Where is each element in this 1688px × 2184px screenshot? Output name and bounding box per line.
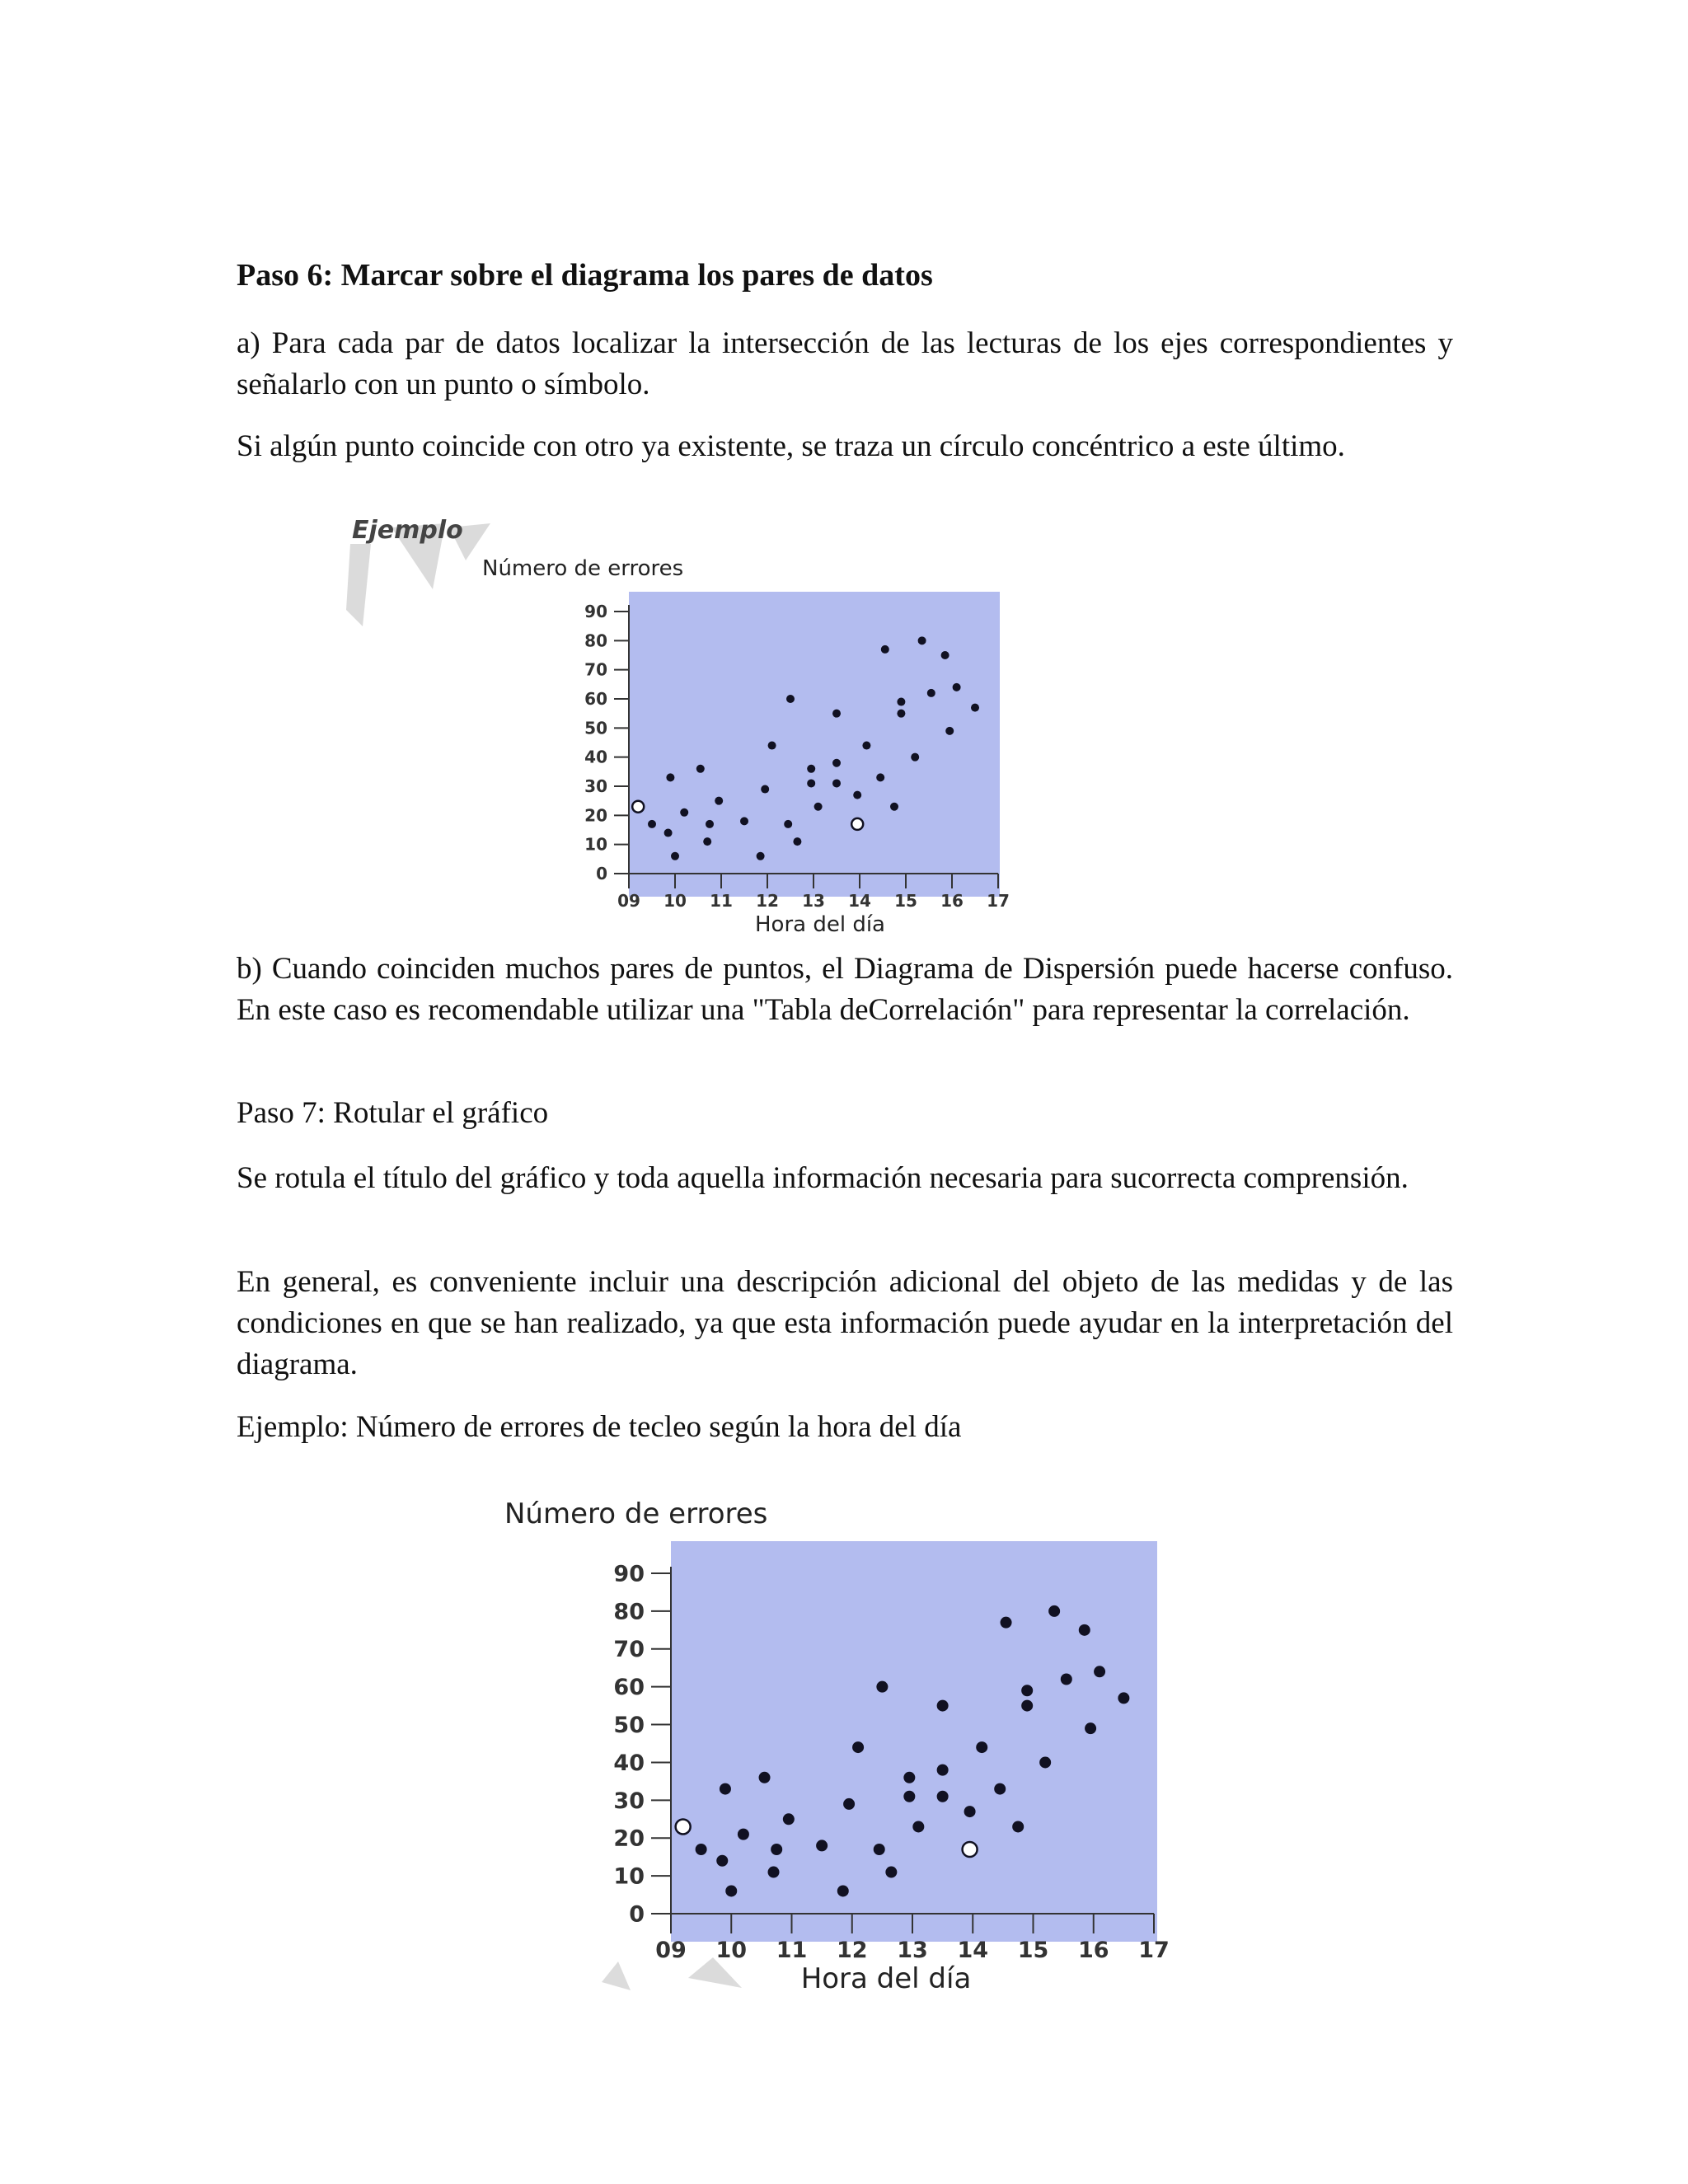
data-point <box>716 1855 728 1867</box>
x-tick-label: 15 <box>1017 1938 1049 1963</box>
data-point <box>941 651 950 659</box>
data-point <box>1048 1605 1060 1617</box>
data-point <box>816 1840 828 1851</box>
figure-tag: Ejemplo <box>352 516 463 545</box>
step7-heading: Paso 7: Rotular el gráfico <box>237 1096 549 1130</box>
data-point <box>885 1867 897 1878</box>
data-point <box>976 1741 987 1753</box>
data-point <box>927 689 935 697</box>
data-point <box>740 817 748 825</box>
y-tick-label: 90 <box>584 602 607 621</box>
y-tick-label: 0 <box>596 864 607 883</box>
data-point <box>1001 1617 1012 1629</box>
data-point <box>964 1806 976 1817</box>
data-point <box>945 727 954 735</box>
data-point <box>761 785 769 794</box>
data-point <box>720 1783 731 1795</box>
data-point <box>706 820 714 828</box>
data-point <box>738 1829 749 1840</box>
data-point <box>903 1791 915 1802</box>
x-tick-label: 12 <box>836 1938 868 1963</box>
data-point <box>937 1765 949 1776</box>
y-tick-label: 40 <box>584 747 607 767</box>
plot-area <box>629 592 1000 897</box>
data-point <box>1079 1624 1090 1636</box>
x-tick-label: 12 <box>756 891 779 911</box>
data-point <box>715 797 723 805</box>
example-figure-1 <box>342 511 1018 940</box>
data-point <box>1085 1722 1096 1734</box>
data-point <box>696 765 705 773</box>
data-point <box>953 683 961 691</box>
y-tick-label: 20 <box>584 805 607 826</box>
data-point-circled <box>851 818 863 830</box>
data-point <box>937 1700 949 1712</box>
y-tick-label: 60 <box>584 689 607 709</box>
step6-paragraph-coincide: Si algún punto coincide con otro ya existente, se traza un círculo concéntrico a este último. <box>237 429 1345 463</box>
data-point <box>918 636 926 644</box>
y-tick-label: 40 <box>613 1750 645 1776</box>
data-point <box>807 779 815 787</box>
y-tick-label: 50 <box>584 718 607 738</box>
data-point <box>897 710 905 718</box>
data-point <box>784 820 792 828</box>
data-point <box>648 820 656 828</box>
step7-paragraph-1: Se rotula el título del gráfico y toda aquella información necesaria para sucorrecta comprensión. <box>237 1161 1409 1195</box>
data-point <box>703 837 711 846</box>
data-point <box>1094 1666 1105 1677</box>
data-point <box>852 1741 864 1753</box>
data-point <box>843 1798 855 1810</box>
data-point <box>862 742 870 750</box>
y-tick-label: 70 <box>584 659 607 680</box>
data-point <box>897 698 905 706</box>
data-point <box>832 779 841 787</box>
y-tick-label: 30 <box>613 1788 645 1814</box>
data-point <box>1061 1673 1072 1685</box>
y-axis-label: Número de errores <box>482 556 684 581</box>
data-point <box>881 645 889 654</box>
step7-example-caption: Ejemplo: Número de errores de tecleo según la hora del día <box>237 1410 962 1444</box>
data-point <box>837 1885 849 1896</box>
data-point <box>759 1772 771 1783</box>
data-point-circled <box>632 801 644 813</box>
paragraph-b: b) Cuando coinciden muchos pares de puntos, el Diagrama de Dispersión puede hacerse confuso. En este caso es recomendable utilizar una "Tabla deCorrelación" para representar la correlación. <box>237 952 1453 1027</box>
x-tick-label: 15 <box>894 891 917 911</box>
y-tick-label: 70 <box>613 1637 645 1663</box>
data-point <box>971 704 979 712</box>
x-tick-label: 10 <box>715 1938 748 1963</box>
step7-paragraph-2: En general, es conveniente incluir una descripción adicional del objeto de las medidas y de las condiciones en que se han realizado, ya que esta información puede ayudar en la interpretación del diagrama. <box>237 1265 1453 1381</box>
x-tick-label: 14 <box>957 1938 989 1963</box>
y-tick-label: 50 <box>613 1713 645 1739</box>
data-point <box>768 742 776 750</box>
data-point <box>757 852 765 860</box>
x-axis-label: Hora del día <box>800 1962 972 1995</box>
x-tick-label: 09 <box>655 1938 687 1963</box>
data-point <box>1012 1821 1024 1832</box>
y-tick-label: 80 <box>584 630 607 651</box>
data-point <box>771 1844 782 1855</box>
data-point <box>903 1772 915 1783</box>
data-point <box>725 1885 737 1896</box>
data-point <box>911 753 919 762</box>
data-point <box>786 695 795 703</box>
data-point <box>853 791 861 799</box>
x-tick-label: 09 <box>617 891 640 911</box>
data-point-circled <box>676 1819 691 1834</box>
data-point <box>937 1791 949 1802</box>
y-tick-label: 20 <box>613 1825 645 1852</box>
x-tick-label: 13 <box>897 1938 928 1963</box>
x-tick-label: 14 <box>848 891 871 911</box>
y-tick-label: 10 <box>613 1863 645 1890</box>
x-axis-label: Hora del día <box>755 912 885 937</box>
x-tick-label: 11 <box>710 891 733 911</box>
data-point <box>912 1821 924 1832</box>
data-point <box>793 837 801 846</box>
y-axis-label: Número de errores <box>504 1497 768 1530</box>
data-point <box>1039 1756 1051 1768</box>
data-point <box>874 1844 885 1855</box>
data-point <box>832 710 841 718</box>
data-point-circled <box>963 1842 978 1857</box>
plot-area <box>671 1541 1157 1942</box>
scatter-chart-1 <box>342 511 1018 940</box>
step6-paragraph-a: a) Para cada par de datos localizar la intersección de las lecturas de los ejes correspondientes y señalarlo con un punto o símbolo. <box>237 326 1453 401</box>
x-tick-label: 16 <box>940 891 964 911</box>
data-point <box>832 759 841 767</box>
data-point <box>664 829 673 837</box>
data-point <box>1118 1692 1129 1704</box>
data-point <box>1021 1685 1033 1696</box>
x-tick-label: 17 <box>1138 1938 1170 1963</box>
y-tick-label: 0 <box>629 1901 645 1928</box>
x-tick-label: 17 <box>987 891 1010 911</box>
data-point <box>671 852 679 860</box>
data-point <box>768 1867 780 1878</box>
data-point <box>666 773 674 781</box>
example-figure-2 <box>495 1483 1195 2011</box>
data-point <box>814 803 823 811</box>
x-tick-label: 13 <box>802 891 825 911</box>
y-tick-label: 10 <box>584 834 607 855</box>
step6-heading: Paso 6: Marcar sobre el diagrama los pares de datos <box>237 258 933 293</box>
x-tick-label: 10 <box>663 891 687 911</box>
data-point <box>890 803 898 811</box>
data-point <box>1021 1700 1033 1712</box>
y-tick-label: 90 <box>613 1561 645 1587</box>
x-tick-label: 11 <box>776 1938 808 1963</box>
x-tick-label: 16 <box>1077 1938 1109 1963</box>
y-tick-label: 60 <box>613 1675 645 1701</box>
data-point <box>680 808 688 817</box>
data-point <box>783 1813 795 1825</box>
y-tick-label: 80 <box>613 1599 645 1625</box>
data-point <box>994 1783 1006 1795</box>
data-point <box>696 1844 707 1855</box>
data-point <box>876 773 884 781</box>
y-tick-label: 30 <box>584 776 607 796</box>
data-point <box>807 765 815 773</box>
scatter-chart-2 <box>495 1483 1195 2011</box>
data-point <box>876 1681 888 1693</box>
